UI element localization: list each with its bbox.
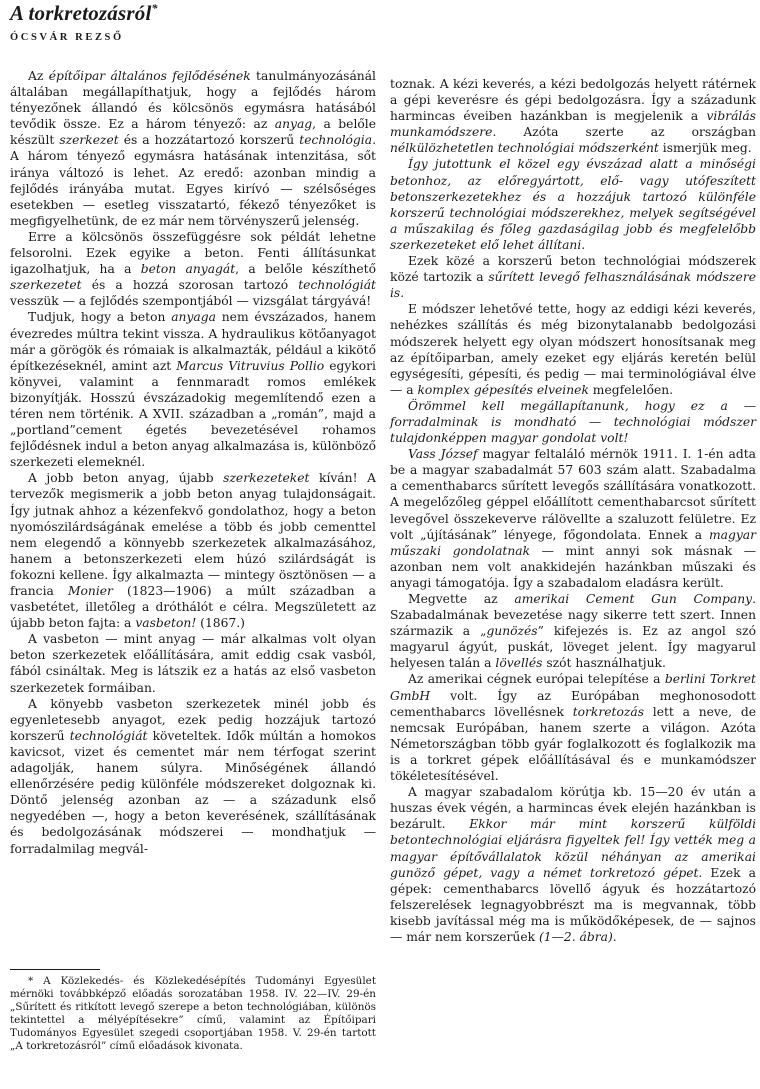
paragraph bbox=[390, 398, 756, 446]
author-name: ÓCSVÁR REZSŐ bbox=[10, 32, 124, 43]
text-run: kíván! A tervezők megismerik a jobb beton anyag tulajdonságait. Így jutnak ahhoz a kézenfekvő gondolathoz, hogy a beton nyomószilárdságának emelése a több és jobb cementtel nem elegendő a könnyebb szerkezetek alkalmazásához, hanem a betonszerkezeti elem húzó szilárdságát is fokozni kellene. Így alkalmazta — mintegy ösztönösen — a francia bbox=[10, 471, 376, 598]
text-run: követeltek. Idők múltán a homokos kavicsot, vizet és cementet már nem térfogat szerint adagolják, hanem súlyra. Minőségének állandó ellenőrzésére pedig különféle módszereket dolgoznak ki. Döntő jelenség azonban az — a századunk első negyedében —, hogy a beton keverésének, szállításának és bedolgozásának módszerei — mondhatjuk — forradalmilag megvál- bbox=[10, 728, 377, 856]
emphasis-text: berlini Torkret GmbH bbox=[390, 672, 757, 703]
text-run: (1823—1906) a múlt században a vasbetétet, illetőleg a dróthálót e célra. Megszületett az újabb beton fajta: a bbox=[10, 584, 376, 631]
text-run: A magyar szabadalom körútja kb. 15—20 év után a huszas évek végén, a harmincas évek elején hazánkban is bezárult. bbox=[390, 785, 756, 832]
emphasis-text: szerkezetet bbox=[10, 278, 82, 293]
text-run: (1867.) bbox=[196, 616, 245, 631]
paragraph bbox=[10, 309, 376, 470]
emphasis-text: vibrálás munkamódszere bbox=[390, 109, 756, 140]
emphasis-text: Ekkor már mint korszerű külföldi betontechnológiai eljárásra figyeltek fel! Így vették meg a magyar építővállalatok közül néhányan az amerikai gunöző gépet, vagy a német torkretozó gépet. bbox=[390, 817, 756, 880]
paragraph bbox=[10, 229, 376, 309]
emphasis-text: technológiát bbox=[298, 278, 376, 293]
emphasis-text: Vass József bbox=[408, 447, 478, 462]
text-run: A jobb beton anyag, újabb bbox=[28, 471, 224, 486]
article-title-text: A torkretozásról bbox=[10, 1, 152, 25]
text-run: Tudjuk, hogy a beton bbox=[28, 310, 172, 325]
footnote-divider bbox=[10, 969, 100, 970]
text-run: . Azóta szerte az országban bbox=[492, 125, 756, 140]
text-run: egykori könyvei, valamint a fennmaradt romos emlékek bizonyítják. Hosszú évszázadokig megemlítendő ezen a téren nem történik. A XVII. században a „román”, majd a „portland”cement égetés bevezetésével rohamos fejlődésnek indul a beton anyag alkalmazása is, különböző szerkezeti elemeknél. bbox=[10, 358, 376, 470]
right-column bbox=[390, 76, 756, 945]
emphasis-text: gunözés bbox=[486, 624, 538, 639]
emphasis-text: Örömmel kell megállapítanunk, hogy ez a — forradalminak is mondható — technológiai módszer tulajdonképpen magyar gondolat volt! bbox=[390, 398, 756, 446]
article-title bbox=[10, 1, 158, 26]
emphasis-text: szerkezeteket bbox=[223, 471, 310, 486]
emphasis-text: Monier bbox=[67, 584, 113, 598]
emphasis-text: lövellés bbox=[495, 656, 543, 671]
text-run: Ezek közé a korszerű beton technológiai módszerek közé tartozik a bbox=[390, 254, 756, 285]
paragraph bbox=[390, 671, 756, 784]
footnote-marker: * bbox=[151, 1, 158, 15]
text-run: volt. Így az Európában meghonosodott cementhabarcs lövellésnek bbox=[390, 688, 756, 719]
emphasis-text: vasbeton! bbox=[135, 616, 197, 631]
emphasis-text: sűrített levegő felhasználásának módszere is. bbox=[390, 270, 756, 301]
paragraph bbox=[390, 591, 756, 671]
text-run: Az amerikai cégnek európai telepítése a bbox=[408, 672, 665, 687]
text-run: ismerjük meg. bbox=[658, 141, 752, 156]
text-run: nem évszázados, hanem évezredes múltra tekint vissza. A hydraulikus kötőanyagot már a görögök és rómaiak is alkalmazták, például a kikötő építkezéseknél, amint azt bbox=[10, 310, 377, 373]
text-run: ” kifejezés is. Ez az angol szó magyarul ágyút, puskát, löveget jelent. Így magyarul helyesen talán a bbox=[390, 624, 756, 671]
text-run: vesszük — a fejlődés szempontjából — vizsgálat tárgyává! bbox=[10, 294, 372, 309]
emphasis-text: Így jutottunk el közel egy évszázad alatt a minőségi betonhoz, az előregyártott, elő- vagy utófeszített betonszerkezetekhez és a hozzájuk tartozó különféle korszerű technológiai módszerekhez, melyek segítségével a műszakilag és főleg gazdaságilag jobb és megfelelőbb szerkezeteket elő lehet állítani. bbox=[390, 157, 756, 252]
paragraph bbox=[10, 696, 376, 857]
paragraph bbox=[390, 156, 756, 253]
text-run: . Szabadalmának bevezetése nagy sikerre tett szert. Innen származik a „ bbox=[390, 592, 756, 639]
emphasis-text: magyar műszaki gondolatnak bbox=[390, 527, 756, 558]
emphasis-text: nélkülözhetetlen technológiai módszerként bbox=[390, 141, 659, 156]
footnote-text: * A Közlekedés- és Közlekedésépítés Tudományi Egyesület mérnöki továbbképző előadás sorozatában 1958. IV. 22—IV. 29-én „Sűrített és ritkított levegő szerepe a beton technológiában, különös tekintettel a mélyépítésekre” című, valamint az Építőipari Tudományos Egyesület szegedi csoportjában 1958. V. 29-én tartott „A torkretozásról” című előadások kivonata. bbox=[10, 975, 376, 1053]
text-run: A könyebb vasbeton szerkezetek minél jobb és egyenletesebb anyagot, ezek pedig hozzájuk tartozó korszerű bbox=[10, 696, 376, 743]
emphasis-text: amerikai Cement Gun Company bbox=[514, 592, 753, 606]
text-run: — mint annyi sok másnak — azonban nem volt anakkidején hazánkban műszaki és anyagi támogatója. Így a szabadalom eladásra került. bbox=[390, 543, 756, 590]
text-run: toznak. A kézi keverés, a kézi bedolgozás helyett rátérnek a gépi keverésre és gépi bedolgozásra. Így a századunk harmincas éveiben hazánkban is megjelenik a bbox=[390, 77, 756, 124]
emphasis-text: anyaga bbox=[171, 310, 216, 325]
paragraph bbox=[390, 253, 756, 301]
emphasis-text: (1—2. ábra) bbox=[539, 929, 613, 944]
text-run: A vasbeton — mint anyag — már alkalmas volt olyan beton szerkezetek előállítására, amit eddig csak vasból, fából csináltak. Meg is látszik ez a hatás az első vasbeton szerkezetek formáiban. bbox=[10, 632, 376, 695]
emphasis-text: torkretozás bbox=[572, 704, 644, 719]
text-run: megfelelően. bbox=[588, 382, 674, 397]
emphasis-text: szerkezet bbox=[59, 133, 119, 148]
text-run: , a belőle készíthető bbox=[235, 262, 376, 277]
paragraph bbox=[390, 76, 756, 156]
text-run: . A három tényező egymásra hatásának intenzitása, sőt iránya változó is lehet. Az eredő: azonban mindig a fejlődés irányába mutat. Egyes kirívó — szélsőséges esetekben — esetleg visszatartó, fékező tényezőket is megfigyelhetünk, de ez már nem törvényszerű jelenség. bbox=[10, 133, 376, 228]
paragraph bbox=[390, 446, 756, 591]
text-run: tanulmányozásánál általában megállapíthatjuk, hogy a fejlődés három tényezőnek állandó és kölcsönös egymásra hatásából tevődik össze. Ez a három tényező: az bbox=[10, 69, 376, 132]
emphasis-text: beton anyagát bbox=[140, 262, 236, 277]
paragraph bbox=[390, 784, 756, 945]
paragraph bbox=[10, 631, 376, 695]
emphasis-text: építőipar általános fejlődésének bbox=[48, 69, 251, 83]
text-run: Ezek a gépek: cementhabarcs lövellő ágyuk és hozzátartozó felszerelések legnagyobbrészt ma is megvannak, több kisebb javítással még ma is működőképesek, de — sajnos — már nem korszerűek bbox=[390, 865, 756, 944]
emphasis-text: technológiát bbox=[69, 728, 148, 743]
text-run: Erre a kölcsönös összefüggésre sok példát lehetne felsorolni. Ezek egyike a beton. Fenti állításunkat igazolhatjuk, ha a bbox=[10, 229, 376, 277]
text-run: és a hozzá szorosan tartozó bbox=[81, 278, 299, 293]
text-run: magyar feltaláló mérnök 1911. I. 1-én adta be a magyar szabadalmát 57 603 szám alatt. Szabadalma a cementhabarcs sűrített levegős szállítására vonatkozott. A megelőzőleg géppel előállított cementhabarcsot sűrített levegővel összekeverve rálövellte a szaluzott felületre. Ez volt „újításának” lényege, főgondolata. Ennek a bbox=[390, 447, 756, 542]
text-run: és a hozzátartozó korszerű bbox=[118, 133, 300, 148]
footnote bbox=[10, 975, 376, 1054]
emphasis-text: anyag bbox=[274, 117, 313, 132]
paragraph bbox=[390, 301, 756, 398]
text-run: E módszer lehetővé tette, hogy az eddigi kézi keverés, nehézkes szállítás és még bizonytalanabb bedolgozási módszerek helyett egy olyan módszert honosítsanak meg az építőiparban, amely ezeket egy eljárás keretén belül egységesíti, gépesíti, és pedig — mai terminológiával élve — a bbox=[390, 302, 756, 397]
emphasis-text: technológia bbox=[299, 133, 373, 148]
emphasis-text: Marcus Vitruvius Pollio bbox=[176, 358, 325, 373]
text-run: Az bbox=[28, 69, 49, 83]
emphasis-text: komplex gépesítés elveinek bbox=[417, 382, 589, 397]
text-run: , a belőle készült bbox=[10, 117, 376, 148]
text-run: lett a neve, de nemcsak Európában, hanem szerte a világon. Azóta Németországban több gyár foglalkozott és foglalkozik ma is a torkret gépek előállításával és e munkamódszer tökéletesítésével. bbox=[390, 704, 756, 784]
paragraph bbox=[10, 470, 376, 631]
left-column bbox=[10, 68, 376, 857]
text-run: Megvette az bbox=[408, 592, 515, 606]
text-run: szót használhatjuk. bbox=[542, 656, 666, 671]
text-run: . bbox=[612, 929, 617, 944]
paragraph bbox=[10, 68, 376, 229]
